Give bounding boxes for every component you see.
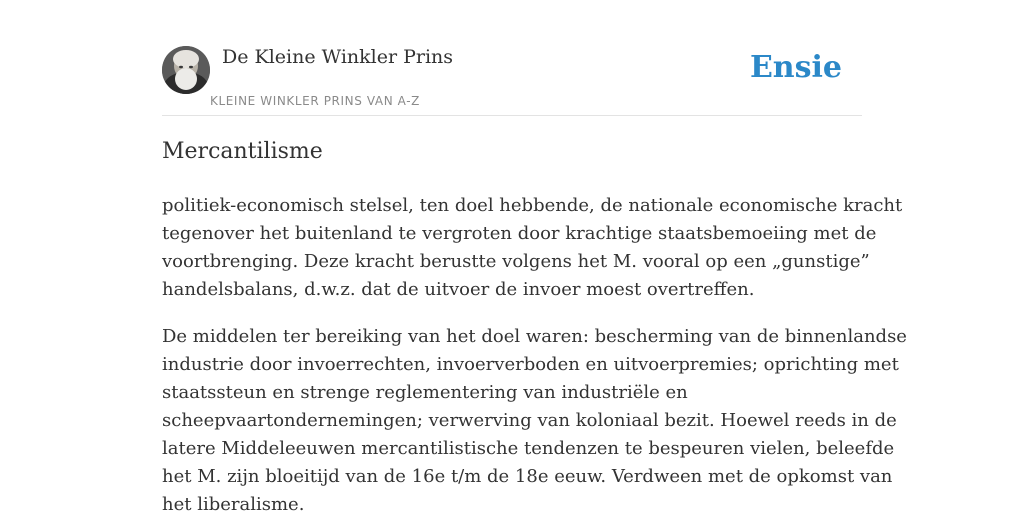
- paragraph-line: het liberalisme.: [162, 494, 305, 512]
- paragraph-line: industrie door invoerrechten, invoerverboden en uitvoerpremies; oprichting met: [162, 354, 899, 375]
- paragraph: [162, 192, 903, 304]
- paragraph-line: De middelen ter bereiking van het doel waren: bescherming van de binnenlandse: [162, 326, 907, 347]
- paragraph-line: politiek-economisch stelsel, ten doel hebbende, de nationale economische kracht: [162, 195, 903, 216]
- paragraph-line: het M. zijn bloeitijd van de 16e t/m de 18e eeuw. Verdween met de opkomst van: [162, 466, 893, 487]
- paragraph-line: tegenover het buitenland te vergroten door krachtige staatsbemoeiing met de: [162, 223, 877, 244]
- article-title: Mercantilisme: [162, 139, 323, 164]
- paragraph-line: handelsbalans, d.w.z. dat de uitvoer de invoer moest overtreffen.: [162, 279, 755, 300]
- paragraph-line: staatssteun en strenge reglementering van industriële en: [162, 382, 688, 403]
- paragraph-line: voortbrenging. Deze kracht berustte volgens het M. vooral op een „gunstige”: [162, 251, 870, 272]
- avatar[interactable]: [162, 46, 210, 94]
- source-subtitle[interactable]: KLEINE WINKLER PRINS VAN A-Z: [210, 94, 420, 108]
- brand-logo[interactable]: Ensie: [749, 50, 842, 85]
- paragraph: [162, 323, 907, 512]
- source-title[interactable]: De Kleine Winkler Prins: [222, 46, 454, 68]
- paragraph-line: latere Middeleeuwen mercantilistische tendenzen te bespeuren vielen, beleefde: [162, 438, 895, 459]
- paragraph-line: scheepvaartondernemingen; verwerving van koloniaal bezit. Hoewel reeds in de: [162, 410, 897, 431]
- article-body: [162, 192, 907, 512]
- source-header: [162, 46, 862, 116]
- portrait-icon: [162, 46, 210, 94]
